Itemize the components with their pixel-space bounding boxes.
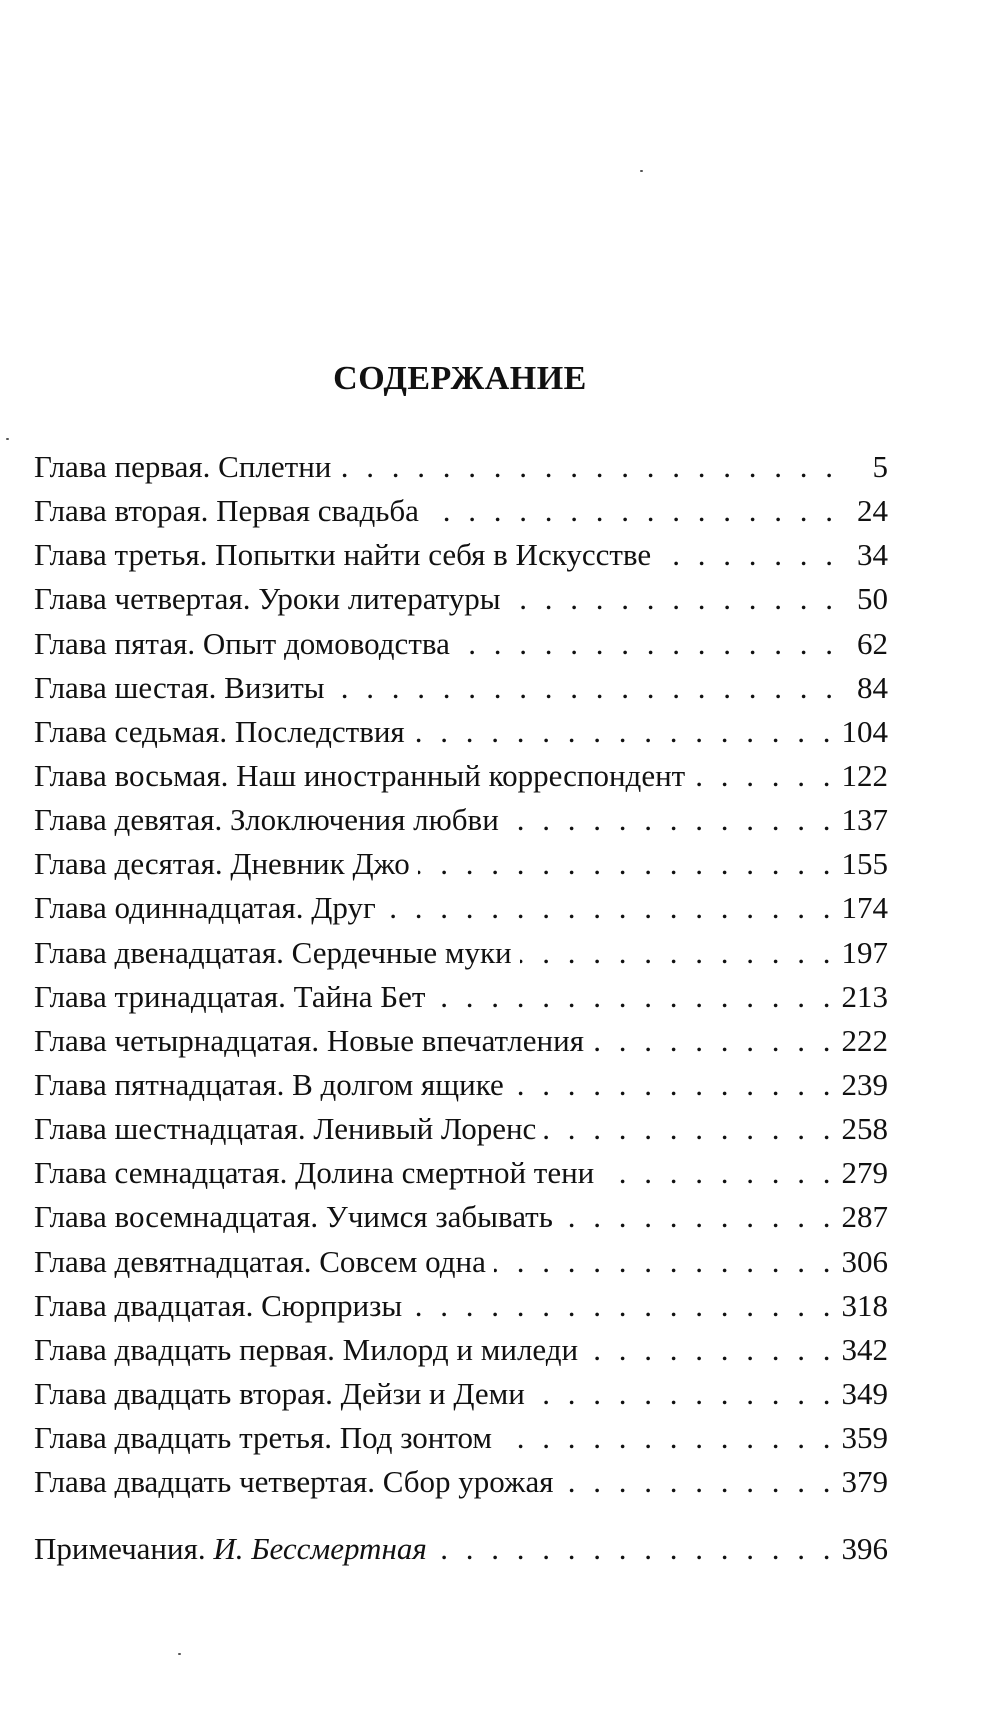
toc-entry-page-number: 155 (841, 846, 888, 882)
print-speck (640, 170, 643, 172)
toc-entry-page-number: 349 (841, 1375, 888, 1411)
toc-entry[interactable] (34, 1376, 888, 1420)
toc-entry-page-number: 222 (841, 1022, 888, 1058)
dot-leader (494, 1244, 836, 1280)
toc-entry[interactable] (34, 449, 888, 493)
toc-entry-page-number: 104 (841, 713, 888, 749)
toc-entry[interactable] (34, 1332, 888, 1376)
toc-entry[interactable] (34, 1199, 888, 1243)
toc-entry-page-number: 84 (857, 669, 888, 705)
toc-entry-title: Глава десятая. Дневник Джо (34, 846, 410, 882)
toc-entry-page-number: 34 (857, 537, 888, 573)
print-speck (6, 438, 9, 440)
dot-leader (507, 802, 836, 838)
toc-entry[interactable] (34, 626, 888, 670)
notes-label: Примечания. (34, 1531, 206, 1566)
dot-leader (427, 493, 838, 529)
dot-leader (458, 626, 838, 662)
toc-entry-page-number: 258 (841, 1111, 888, 1147)
toc-notes-entry[interactable] (34, 1531, 888, 1575)
dot-leader (339, 449, 838, 485)
toc-entry-title: Глава шестнадцатая. Ленивый Лоренс (34, 1111, 537, 1147)
toc-entry[interactable] (34, 1067, 888, 1111)
toc-entry-page-number: 62 (857, 625, 888, 661)
dot-leader (544, 1111, 835, 1147)
dot-leader (433, 979, 835, 1015)
toc-entry-title: Глава пятая. Опыт домоводства (34, 625, 450, 661)
dot-leader (693, 758, 835, 794)
toc-entry-title: Глава первая. Сплетни (34, 449, 332, 484)
toc-entry-page-number: 24 (857, 493, 888, 529)
toc-entry[interactable] (34, 1288, 888, 1332)
toc-entry[interactable] (34, 670, 888, 714)
dot-leader (500, 1420, 835, 1456)
dot-leader (561, 1199, 836, 1235)
table-of-contents (34, 449, 888, 1508)
toc-entry[interactable] (34, 714, 888, 758)
toc-entry-page-number: 137 (841, 802, 888, 838)
toc-entry-title: Глава двенадцатая. Сердечные муки (34, 934, 512, 970)
toc-entry-title: Глава пятнадцатая. В долгом ящике (34, 1066, 504, 1102)
toc-entry[interactable] (34, 979, 888, 1023)
toc-entry[interactable] (34, 1244, 888, 1288)
notes-page-number: 396 (841, 1531, 888, 1566)
notes-title (34, 1531, 435, 1567)
toc-entry-page-number: 213 (841, 978, 888, 1014)
dot-leader (533, 1376, 836, 1412)
toc-entry-page-number: 279 (841, 1155, 888, 1191)
toc-entry[interactable] (34, 1464, 888, 1508)
dot-leader (384, 890, 836, 926)
toc-entry-title: Глава семнадцатая. Долина смертной тени (34, 1155, 595, 1191)
toc-entry[interactable] (34, 1155, 888, 1199)
toc-entry-title: Глава двадцать четвертая. Сбор урожая (34, 1464, 554, 1500)
toc-entry-page-number: 50 (857, 581, 888, 617)
toc-entry-page-number: 318 (841, 1287, 888, 1323)
toc-entry[interactable] (34, 581, 888, 625)
toc-entry-page-number: 379 (841, 1464, 888, 1500)
toc-entry-page-number: 287 (841, 1199, 888, 1235)
toc-entry-title: Глава двадцатая. Сюрпризы (34, 1287, 403, 1323)
dot-leader (333, 670, 838, 706)
dot-leader (592, 1023, 836, 1059)
toc-entry[interactable] (34, 758, 888, 802)
dot-leader (410, 1288, 835, 1324)
toc-entry[interactable] (34, 1420, 888, 1464)
toc-entry-title: Глава четырнадцатая. Новые впечатления (34, 1022, 584, 1058)
toc-entry[interactable] (34, 846, 888, 890)
toc-entry-title: Глава двадцать третья. Под зонтом (34, 1420, 493, 1456)
toc-entry-page-number: 197 (841, 934, 888, 970)
toc-entry-page-number: 342 (841, 1331, 888, 1367)
dot-leader (413, 714, 836, 750)
print-speck (178, 1653, 181, 1655)
notes-author: И. Бессмертная (213, 1531, 427, 1566)
toc-entry-title: Глава вторая. Первая свадьба (34, 493, 419, 529)
toc-entry-title: Глава девятая. Злоключения любви (34, 802, 499, 838)
toc-entry-page-number: 174 (841, 890, 888, 926)
toc-entry-page-number: 359 (841, 1420, 888, 1456)
dot-leader (509, 581, 838, 617)
toc-entry-title: Глава четвертая. Уроки литературы (34, 581, 501, 617)
dot-leader (586, 1332, 835, 1368)
toc-entry[interactable] (34, 1023, 888, 1067)
toc-entry[interactable] (34, 890, 888, 934)
toc-entry-title: Глава восьмая. Наш иностранный корреспондент (34, 757, 686, 793)
toc-entry-title: Глава тринадцатая. Тайна Бет (34, 978, 426, 1014)
dot-leader (418, 846, 836, 882)
toc-entry-page-number: 5 (872, 449, 888, 484)
toc-entry[interactable] (34, 802, 888, 846)
toc-entry-page-number: 122 (841, 757, 888, 793)
toc-entry-title: Глава седьмая. Последствия (34, 713, 405, 749)
toc-entry[interactable] (34, 493, 888, 537)
toc-entry[interactable] (34, 1111, 888, 1155)
dot-leader (435, 1531, 836, 1567)
toc-entry-page-number: 239 (841, 1066, 888, 1102)
toc-entry-title: Глава двадцать вторая. Дейзи и Деми (34, 1375, 525, 1411)
toc-entry-title: Глава девятнадцатая. Совсем одна (34, 1243, 486, 1279)
dot-leader (602, 1155, 835, 1191)
toc-entry-title: Глава шестая. Визиты (34, 669, 325, 705)
toc-entry-title: Глава третья. Попытки найти себя в Искусстве (34, 537, 652, 573)
toc-entry-title: Глава одиннадцатая. Друг (34, 890, 376, 926)
toc-entry[interactable] (34, 537, 888, 581)
toc-entry-title: Глава восемнадцатая. Учимся забывать (34, 1199, 553, 1235)
toc-heading: СОДЕРЖАНИЕ (333, 360, 587, 397)
dot-leader (512, 1067, 836, 1103)
dot-leader (659, 537, 838, 573)
toc-entry[interactable] (34, 935, 888, 979)
toc-entry-title: Глава двадцать первая. Милорд и миледи (34, 1331, 579, 1367)
dot-leader (520, 935, 836, 971)
dot-leader (561, 1464, 835, 1500)
toc-entry-page-number: 306 (841, 1243, 888, 1279)
